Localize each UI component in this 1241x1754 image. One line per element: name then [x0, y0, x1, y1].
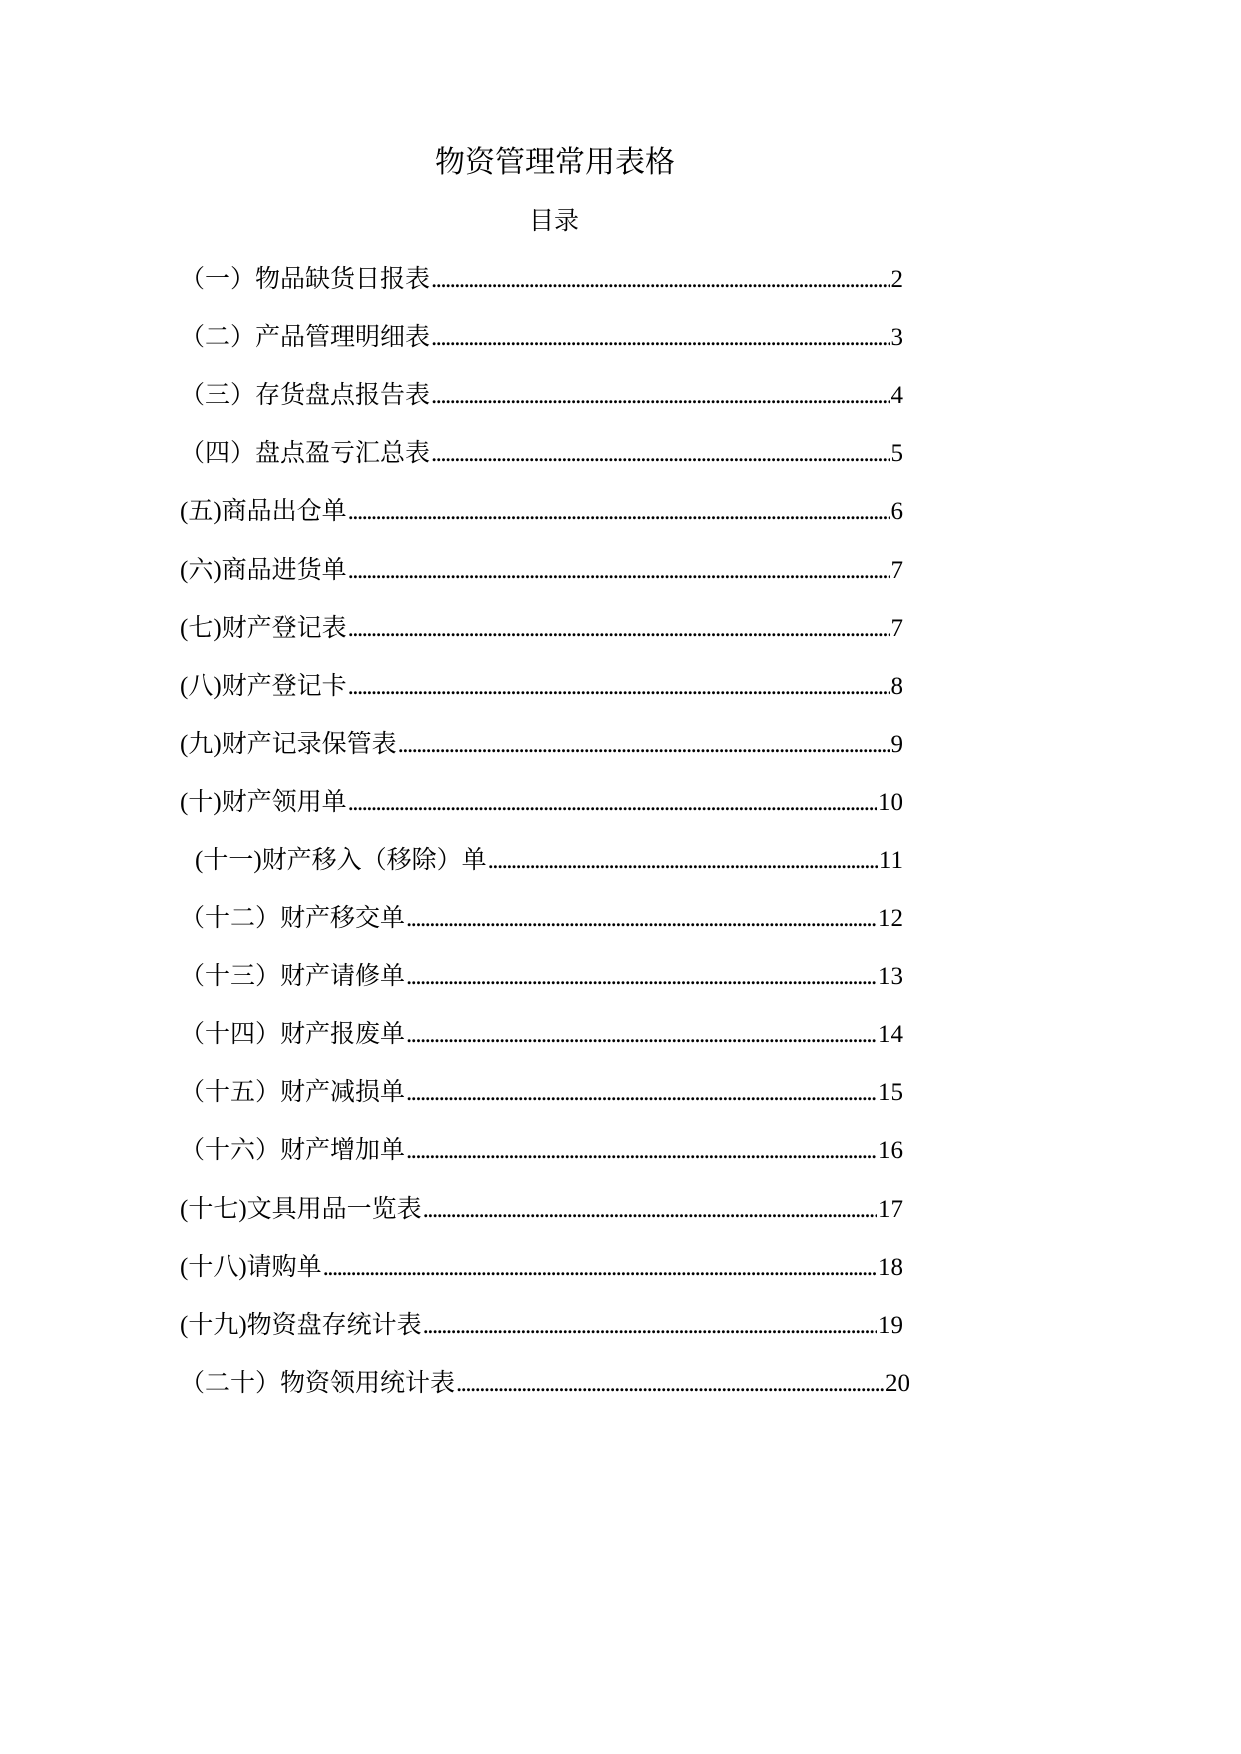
- toc-entry-title: （十五）财产减损单: [180, 1079, 406, 1107]
- toc-entry-page-number: 7: [890, 556, 903, 584]
- dot-leader: [406, 904, 877, 934]
- toc-entry-page-number: 14: [878, 1021, 903, 1049]
- toc-entry-title: (十七)文具用品一览表: [180, 1195, 422, 1223]
- dot-leader: [348, 556, 890, 586]
- toc-entry-title: (十九)物资盘存统计表: [180, 1311, 422, 1339]
- toc-entry-title: （二）产品管理明细表: [180, 324, 431, 352]
- toc-entry-title: (七)财产登记表: [180, 614, 347, 642]
- toc-entry-page-number: 12: [878, 905, 903, 933]
- dot-leader: [348, 788, 877, 818]
- toc-entry-page-number: 13: [878, 963, 903, 991]
- toc-entry: [180, 774, 903, 832]
- toc-entry: [180, 1181, 903, 1239]
- dot-leader: [431, 439, 889, 469]
- document-title: 物资管理常用表格: [435, 146, 675, 179]
- toc-entry-page-number: 15: [878, 1079, 903, 1107]
- dot-leader: [406, 1020, 877, 1050]
- toc-entry-title: （十四）财产报废单: [180, 1021, 406, 1049]
- dot-leader: [406, 962, 877, 992]
- toc-entry: [180, 541, 903, 599]
- dot-leader: [406, 1078, 877, 1108]
- toc-entry-page-number: 4: [890, 382, 903, 410]
- toc-entry: [180, 832, 903, 890]
- toc-entry: [180, 1297, 903, 1355]
- toc-entry: [180, 716, 903, 774]
- toc-entry-title: (十一)财产移入（移除）单: [195, 846, 487, 874]
- toc-entry: [180, 1239, 903, 1297]
- dot-leader: [406, 1136, 877, 1166]
- dot-leader: [348, 614, 890, 644]
- toc-entry-page-number: 7: [890, 614, 903, 642]
- toc-entry: [180, 600, 903, 658]
- toc-entry-title: （一）物品缺货日报表: [180, 266, 431, 294]
- toc-entry-page-number: 3: [890, 324, 903, 352]
- toc-entry: [180, 1355, 910, 1413]
- toc-entry-title: (八)财产登记卡: [180, 672, 347, 700]
- toc-entry: [180, 309, 903, 367]
- toc-entry: [180, 1006, 903, 1064]
- toc-entry-title: （三）存货盘点报告表: [180, 382, 431, 410]
- toc-entry-title: (九)财产记录保管表: [180, 730, 397, 758]
- dot-leader: [423, 1195, 877, 1225]
- toc-entry-page-number: 17: [878, 1195, 903, 1223]
- toc-entry-title: （十二）财产移交单: [180, 905, 406, 933]
- toc-entry-page-number: 16: [878, 1137, 903, 1165]
- dot-leader: [431, 265, 889, 295]
- dot-leader: [348, 672, 890, 702]
- dot-leader: [488, 846, 878, 876]
- dot-leader: [456, 1369, 884, 1399]
- toc-entry-page-number: 9: [890, 730, 903, 758]
- toc-entry: [180, 890, 903, 948]
- toc-entry-page-number: 19: [878, 1311, 903, 1339]
- toc-entry: [180, 425, 903, 483]
- table-of-contents: [180, 251, 910, 1413]
- toc-entry: [180, 1064, 903, 1122]
- dot-leader: [348, 497, 890, 527]
- toc-entry: [180, 251, 903, 309]
- toc-entry-title: （十六）财产增加单: [180, 1137, 406, 1165]
- toc-entry-page-number: 11: [878, 846, 903, 874]
- toc-entry-page-number: 10: [878, 788, 903, 816]
- toc-entry-page-number: 8: [890, 672, 903, 700]
- toc-entry-page-number: 6: [890, 498, 903, 526]
- toc-entry: [180, 1122, 903, 1180]
- toc-entry-title: （四）盘点盈亏汇总表: [180, 440, 431, 468]
- dot-leader: [323, 1253, 877, 1283]
- toc-entry-page-number: 2: [890, 266, 903, 294]
- dot-leader: [431, 323, 889, 353]
- toc-entry-page-number: 20: [885, 1369, 910, 1397]
- dot-leader: [398, 730, 890, 760]
- toc-heading: 目录: [528, 208, 579, 235]
- toc-entry: [180, 948, 903, 1006]
- dot-leader: [431, 381, 889, 411]
- toc-entry: [180, 658, 903, 716]
- toc-entry-title: （十三）财产请修单: [180, 963, 406, 991]
- toc-entry-page-number: 5: [890, 440, 903, 468]
- toc-entry-title: (六)商品进货单: [180, 556, 347, 584]
- dot-leader: [423, 1311, 877, 1341]
- toc-entry-title: (十)财产领用单: [180, 788, 347, 816]
- toc-entry-title: （二十）物资领用统计表: [180, 1369, 456, 1397]
- toc-entry-title: (十八)请购单: [180, 1253, 322, 1281]
- toc-entry: [180, 367, 903, 425]
- toc-entry: [180, 483, 903, 541]
- toc-entry-page-number: 18: [878, 1253, 903, 1281]
- toc-entry-title: (五)商品出仓单: [180, 498, 347, 526]
